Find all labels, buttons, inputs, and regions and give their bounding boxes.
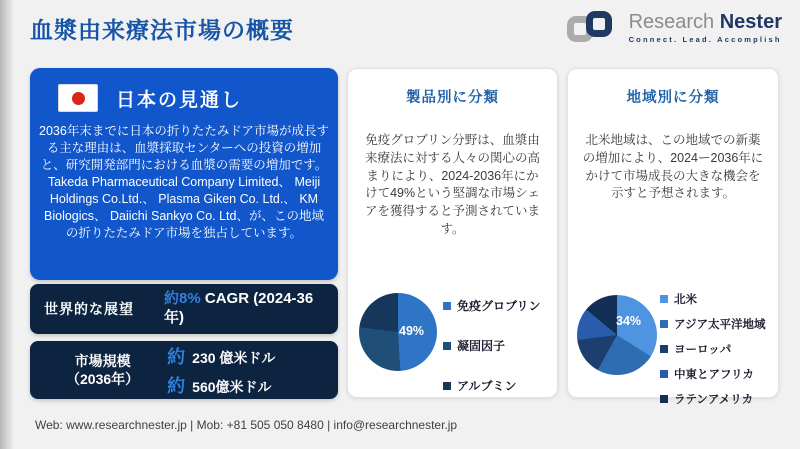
product-pie-data-label: 49% bbox=[399, 324, 425, 338]
logo-brand-name bbox=[629, 12, 782, 32]
legend-item bbox=[660, 341, 766, 357]
product-segment-card bbox=[347, 68, 558, 398]
region-card-body: 北米地域は、この地域での新薬の増加により、2024ー2036年にかけて市場成長の大きな機会を示すと予想されます。 bbox=[582, 133, 764, 201]
legend-label: アジア太平洋地域 bbox=[674, 319, 766, 331]
legend-item bbox=[660, 391, 766, 407]
legend-swatch-icon bbox=[660, 345, 668, 353]
legend-item bbox=[443, 337, 541, 354]
legend-item bbox=[660, 291, 766, 307]
region-pie-chart bbox=[577, 295, 657, 375]
legend-label: ラテンアメリカ bbox=[674, 394, 754, 406]
logo-brand-second: Nester bbox=[719, 11, 782, 34]
logo-brand-first: Research bbox=[628, 11, 715, 34]
japan-flag-icon bbox=[58, 84, 98, 112]
market-size-label-line1: 市場規模 bbox=[74, 352, 131, 369]
product-pie-chart bbox=[359, 293, 437, 371]
legend-label: ヨーロッパ bbox=[674, 344, 732, 356]
market-size-label bbox=[66, 352, 139, 388]
japan-outlook-card bbox=[30, 68, 338, 280]
market-size-box bbox=[30, 341, 338, 399]
japan-outlook-header bbox=[30, 84, 338, 112]
legend-label: 凝固因子 bbox=[457, 339, 506, 353]
logo-text bbox=[629, 12, 782, 44]
page-title: 血漿由来療法市場の概要 bbox=[30, 17, 294, 43]
legend-label: アルブミン bbox=[457, 379, 517, 393]
logo-tagline: Connect. Lead. Accomplish bbox=[628, 35, 782, 45]
region-card-title: 地域別に分類 bbox=[626, 90, 720, 106]
research-nester-logo bbox=[567, 10, 782, 46]
legend-swatch-icon bbox=[660, 395, 668, 403]
legend-item bbox=[660, 366, 766, 382]
legend-item bbox=[443, 297, 541, 314]
cagr-highlight: 約8% bbox=[164, 290, 201, 308]
approx-prefix: 約 bbox=[167, 346, 186, 367]
legend-swatch-icon bbox=[660, 320, 668, 328]
legend-swatch-icon bbox=[443, 382, 451, 390]
legend-label: 中東とアフリカ bbox=[674, 369, 754, 381]
legend-item bbox=[443, 377, 541, 394]
legend-label: 免疫グロブリン bbox=[457, 299, 541, 313]
global-outlook-label: 世界的な展望 bbox=[44, 301, 134, 317]
global-outlook-box bbox=[30, 284, 338, 334]
logo-link-right bbox=[586, 11, 612, 37]
cagr-text: CAGR (2024-36年) bbox=[164, 290, 314, 326]
japan-flag-sun bbox=[72, 92, 85, 105]
product-card-body: 免疫グロブリン分野は、血漿由来療法に対する人々の関心の高まりにより、2024-2036年にかけて49%という堅調な市場シェアを獲得すると予測されています。 bbox=[364, 133, 540, 236]
legend-label: 北米 bbox=[674, 294, 697, 306]
chain-link-logo-icon bbox=[567, 10, 619, 46]
market-size-label-line2: （2036年） bbox=[66, 371, 140, 387]
product-card-title: 製品別に分類 bbox=[406, 90, 499, 106]
japan-outlook-body: 2036年末までに日本の折りたたみドア市場が成長する主な理由は、血漿採取センターへの投資の増加と、研究開発部門における血漿の需要の増加です。Takeda Pharmaceutical Company Limited、 Meiji Holdings Co.Ltd.、 Plasma Giken Co. Ltd.、 KM Biologics、 Daiichi Sankyo Co. Ltd、が、この地域の折りたたみドア市場を独占しています。 bbox=[39, 124, 329, 240]
market-size-row bbox=[167, 372, 275, 398]
product-pie-legend bbox=[443, 297, 541, 394]
footer-contact: Web: www.researchnester.jp | Mob: +81 505 050 8480 | info@researchnester.jp bbox=[35, 418, 458, 432]
approx-prefix: 約 bbox=[167, 375, 186, 396]
legend-swatch-icon bbox=[443, 342, 451, 350]
left-edge-shadow bbox=[0, 0, 14, 449]
market-size-values bbox=[167, 343, 275, 398]
legend-swatch-icon bbox=[660, 295, 668, 303]
japan-outlook-title: 日本の見通し bbox=[116, 89, 243, 111]
legend-swatch-icon bbox=[660, 370, 668, 378]
legend-swatch-icon bbox=[443, 302, 451, 310]
market-size-row bbox=[167, 343, 275, 369]
region-pie-data-label: 34% bbox=[616, 314, 642, 328]
region-pie-legend bbox=[660, 291, 766, 407]
market-size-value-2036: 560億米ドル bbox=[192, 378, 272, 395]
market-size-value-2024: 230 億米ドル bbox=[192, 349, 276, 366]
region-segment-card bbox=[567, 68, 779, 406]
legend-item bbox=[660, 316, 766, 332]
global-outlook-value bbox=[164, 290, 326, 328]
